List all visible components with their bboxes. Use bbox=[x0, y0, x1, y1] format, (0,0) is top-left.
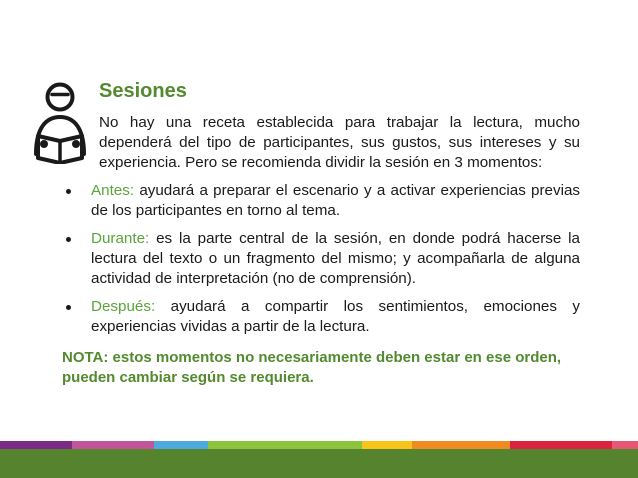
stripe-segment bbox=[72, 441, 154, 449]
stripe-segment bbox=[510, 441, 612, 449]
stripe-segment bbox=[612, 441, 638, 449]
moments-list bbox=[62, 181, 580, 345]
stripe-segment bbox=[412, 441, 510, 449]
stripe-segment bbox=[208, 441, 362, 449]
slide-title: Sesiones bbox=[99, 80, 187, 102]
color-stripe bbox=[0, 441, 638, 449]
bullet-text: es la parte central de la sesión, en donde podrá hacerse la lectura del texto o un fragmento del mismo; y acompañarla de alguna actividad de interpretación (no de comprensión). bbox=[91, 230, 580, 287]
intro-paragraph: No hay una receta establecida para trabajar la lectura, mucho dependerá del tipo de participantes, sus gustos, sus intereses y su experiencia. Pero se recomienda dividir la sesión en 3 momentos: bbox=[99, 114, 580, 171]
list-item-despues bbox=[62, 297, 580, 337]
list-item-durante bbox=[62, 229, 580, 289]
stripe-segment bbox=[154, 441, 208, 449]
bullet-text: ayudará a compartir los sentimientos, emociones y experiencias vividas a partir de la lectura. bbox=[91, 298, 580, 335]
bullet-term: Antes: bbox=[91, 182, 135, 199]
bullet-term: Durante: bbox=[91, 230, 150, 247]
bullet-text: ayudará a preparar el escenario y a activar experiencias previas de los participantes en torno al tema. bbox=[91, 182, 580, 219]
stripe-segment bbox=[0, 441, 72, 449]
footer-bar bbox=[0, 449, 638, 478]
bullet-term: Después: bbox=[91, 298, 156, 315]
person-reading-book-icon bbox=[30, 80, 90, 164]
note-text: NOTA: estos momentos no necesariamente deben estar en ese orden, pueden cambiar según se requiera. bbox=[62, 349, 562, 386]
list-item-antes bbox=[62, 181, 580, 221]
stripe-segment bbox=[362, 441, 412, 449]
